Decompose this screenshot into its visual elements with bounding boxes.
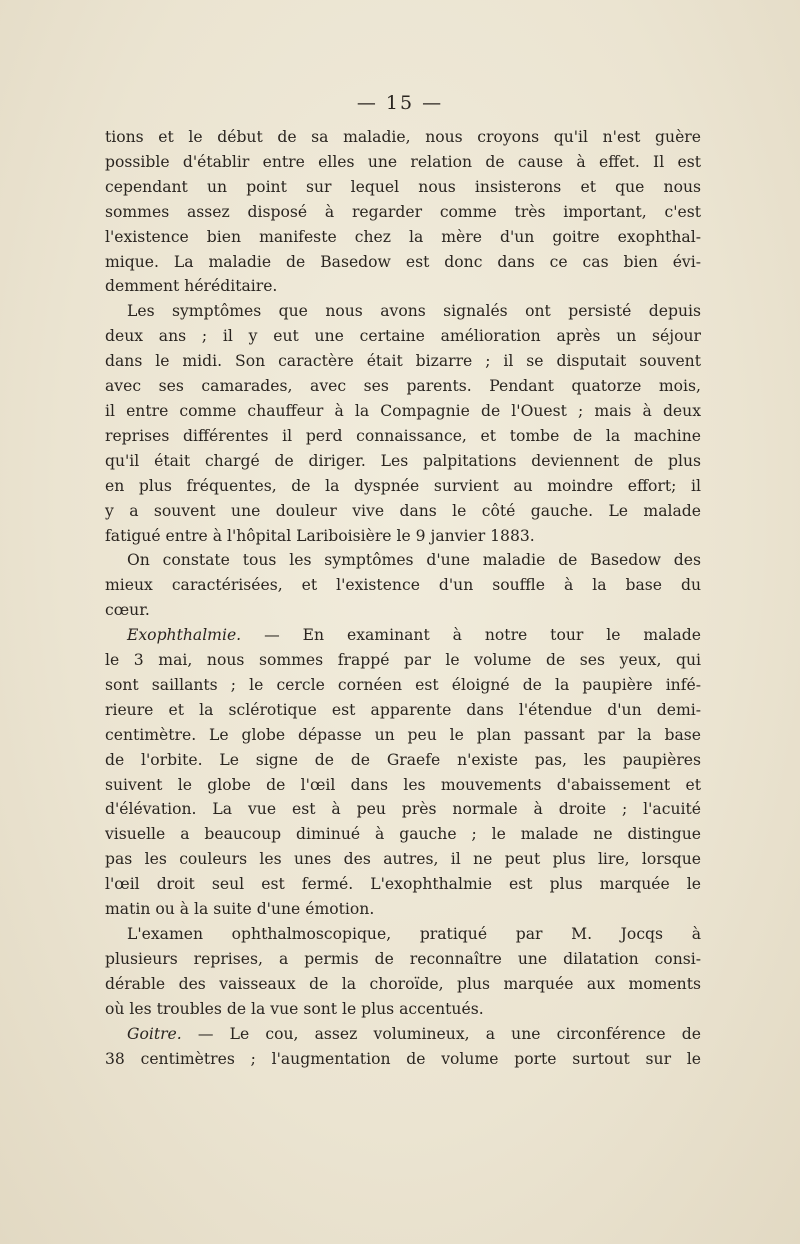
paragraph-p5: [105, 922, 701, 1022]
text-line: [105, 1022, 701, 1047]
text-line: possible d'établir entre elles une relation de cause à effet. Il est: [105, 152, 701, 171]
page-number: — 15 —: [356, 92, 444, 114]
text-line: y a souvent une douleur vive dans le côté gauche. Le malade: [105, 501, 701, 520]
text-line: pas les couleurs les unes des autres, il ne peut plus lire, lorsque: [105, 850, 701, 869]
text-line: mique. La maladie de Basedow est donc dans ce cas bien évi-: [105, 252, 701, 271]
text-line: l'œil droit seul est fermé. L'exophthalmie est plus marquée le: [105, 875, 701, 894]
text-line: dérable des vaisseaux de la choroïde, plus marquée aux moments: [105, 974, 701, 993]
text-line: cependant un point sur lequel nous insisterons et que nous: [105, 177, 701, 196]
text-line: il entre comme chauffeur à la Compagnie de l'Ouest ; mais à deux: [105, 401, 701, 420]
text-line: matin ou à la suite d'une émotion.: [105, 900, 375, 919]
text-line: plusieurs reprises, a permis de reconnaître une dilatation consi-: [105, 949, 701, 968]
section-heading: Goitre.: [127, 1024, 182, 1043]
paragraph-p6: [105, 1022, 701, 1072]
text-line: On constate tous les symptômes d'une maladie de Basedow des: [127, 551, 701, 570]
text-line: avec ses camarades, avec ses parents. Pendant quatorze mois,: [105, 377, 701, 396]
text-line: rieure et la sclérotique est apparente dans l'étendue d'un demi-: [105, 700, 701, 719]
text-line: sommes assez disposé à regarder comme très important, c'est: [105, 202, 701, 221]
line-text: — En examinant à notre tour le malade: [241, 626, 701, 645]
text-line: sont saillants ; le cercle cornéen est éloigné de la paupière infé-: [105, 675, 701, 694]
text-line: cœur.: [105, 601, 150, 620]
text-line: 38 centimètres ; l'augmentation de volume porte surtout sur le: [105, 1049, 701, 1068]
text-line: l'existence bien manifeste chez la mère d'un goitre exophthal-: [105, 227, 701, 246]
paragraph-p4: [105, 623, 701, 922]
text-line: mieux caractérisées, et l'existence d'un souffle à la base du: [105, 576, 701, 595]
text-line: L'examen ophthalmoscopique, pratiqué par M. Jocqs à: [127, 925, 701, 943]
text-line: [105, 623, 701, 648]
paragraph-p3: [105, 548, 701, 623]
body-text: [105, 125, 701, 1071]
text-line: reprises différentes il perd connaissance, et tombe de la machine: [105, 426, 701, 445]
paragraph-p2: [105, 299, 701, 548]
text-line: d'élévation. La vue est à peu près normale à droite ; l'acuité: [105, 800, 701, 819]
text-line: visuelle a beaucoup diminué à gauche ; le malade ne distingue: [105, 825, 701, 844]
line-text: — Le cou, assez volumineux, a une circonférence de: [181, 1024, 701, 1043]
text-line: où les troubles de la vue sont le plus accentués.: [105, 999, 484, 1018]
paragraph-p1: [105, 125, 701, 299]
text-line: suivent le globe de l'œil dans les mouvements d'abaissement et: [105, 775, 701, 794]
text-line: Les symptômes que nous avons signalés ont persisté depuis: [127, 302, 701, 321]
text-line: de l'orbite. Le signe de de Graefe n'existe pas, les paupières: [105, 750, 701, 769]
text-line: qu'il était chargé de diriger. Les palpitations deviennent de plus: [105, 451, 701, 470]
text-line: deux ans ; il y eut une certaine amélioration après un séjour: [105, 327, 701, 346]
text-line: demment héréditaire.: [105, 277, 278, 296]
text-line: dans le midi. Son caractère était bizarre ; il se disputait souvent: [105, 352, 701, 371]
text-line: tions et le début de sa maladie, nous croyons qu'il n'est guère: [105, 128, 701, 146]
text-line: le 3 mai, nous sommes frappé par le volume de ses yeux, qui: [105, 651, 701, 670]
text-line: en plus fréquentes, de la dyspnée survient au moindre effort; il: [105, 476, 701, 495]
text-line: centimètre. Le globe dépasse un peu le plan passant par la base: [105, 725, 701, 744]
section-heading: Exophthalmie.: [127, 626, 242, 645]
text-line: fatigué entre à l'hôpital Lariboisière le 9 janvier 1883.: [105, 526, 535, 545]
